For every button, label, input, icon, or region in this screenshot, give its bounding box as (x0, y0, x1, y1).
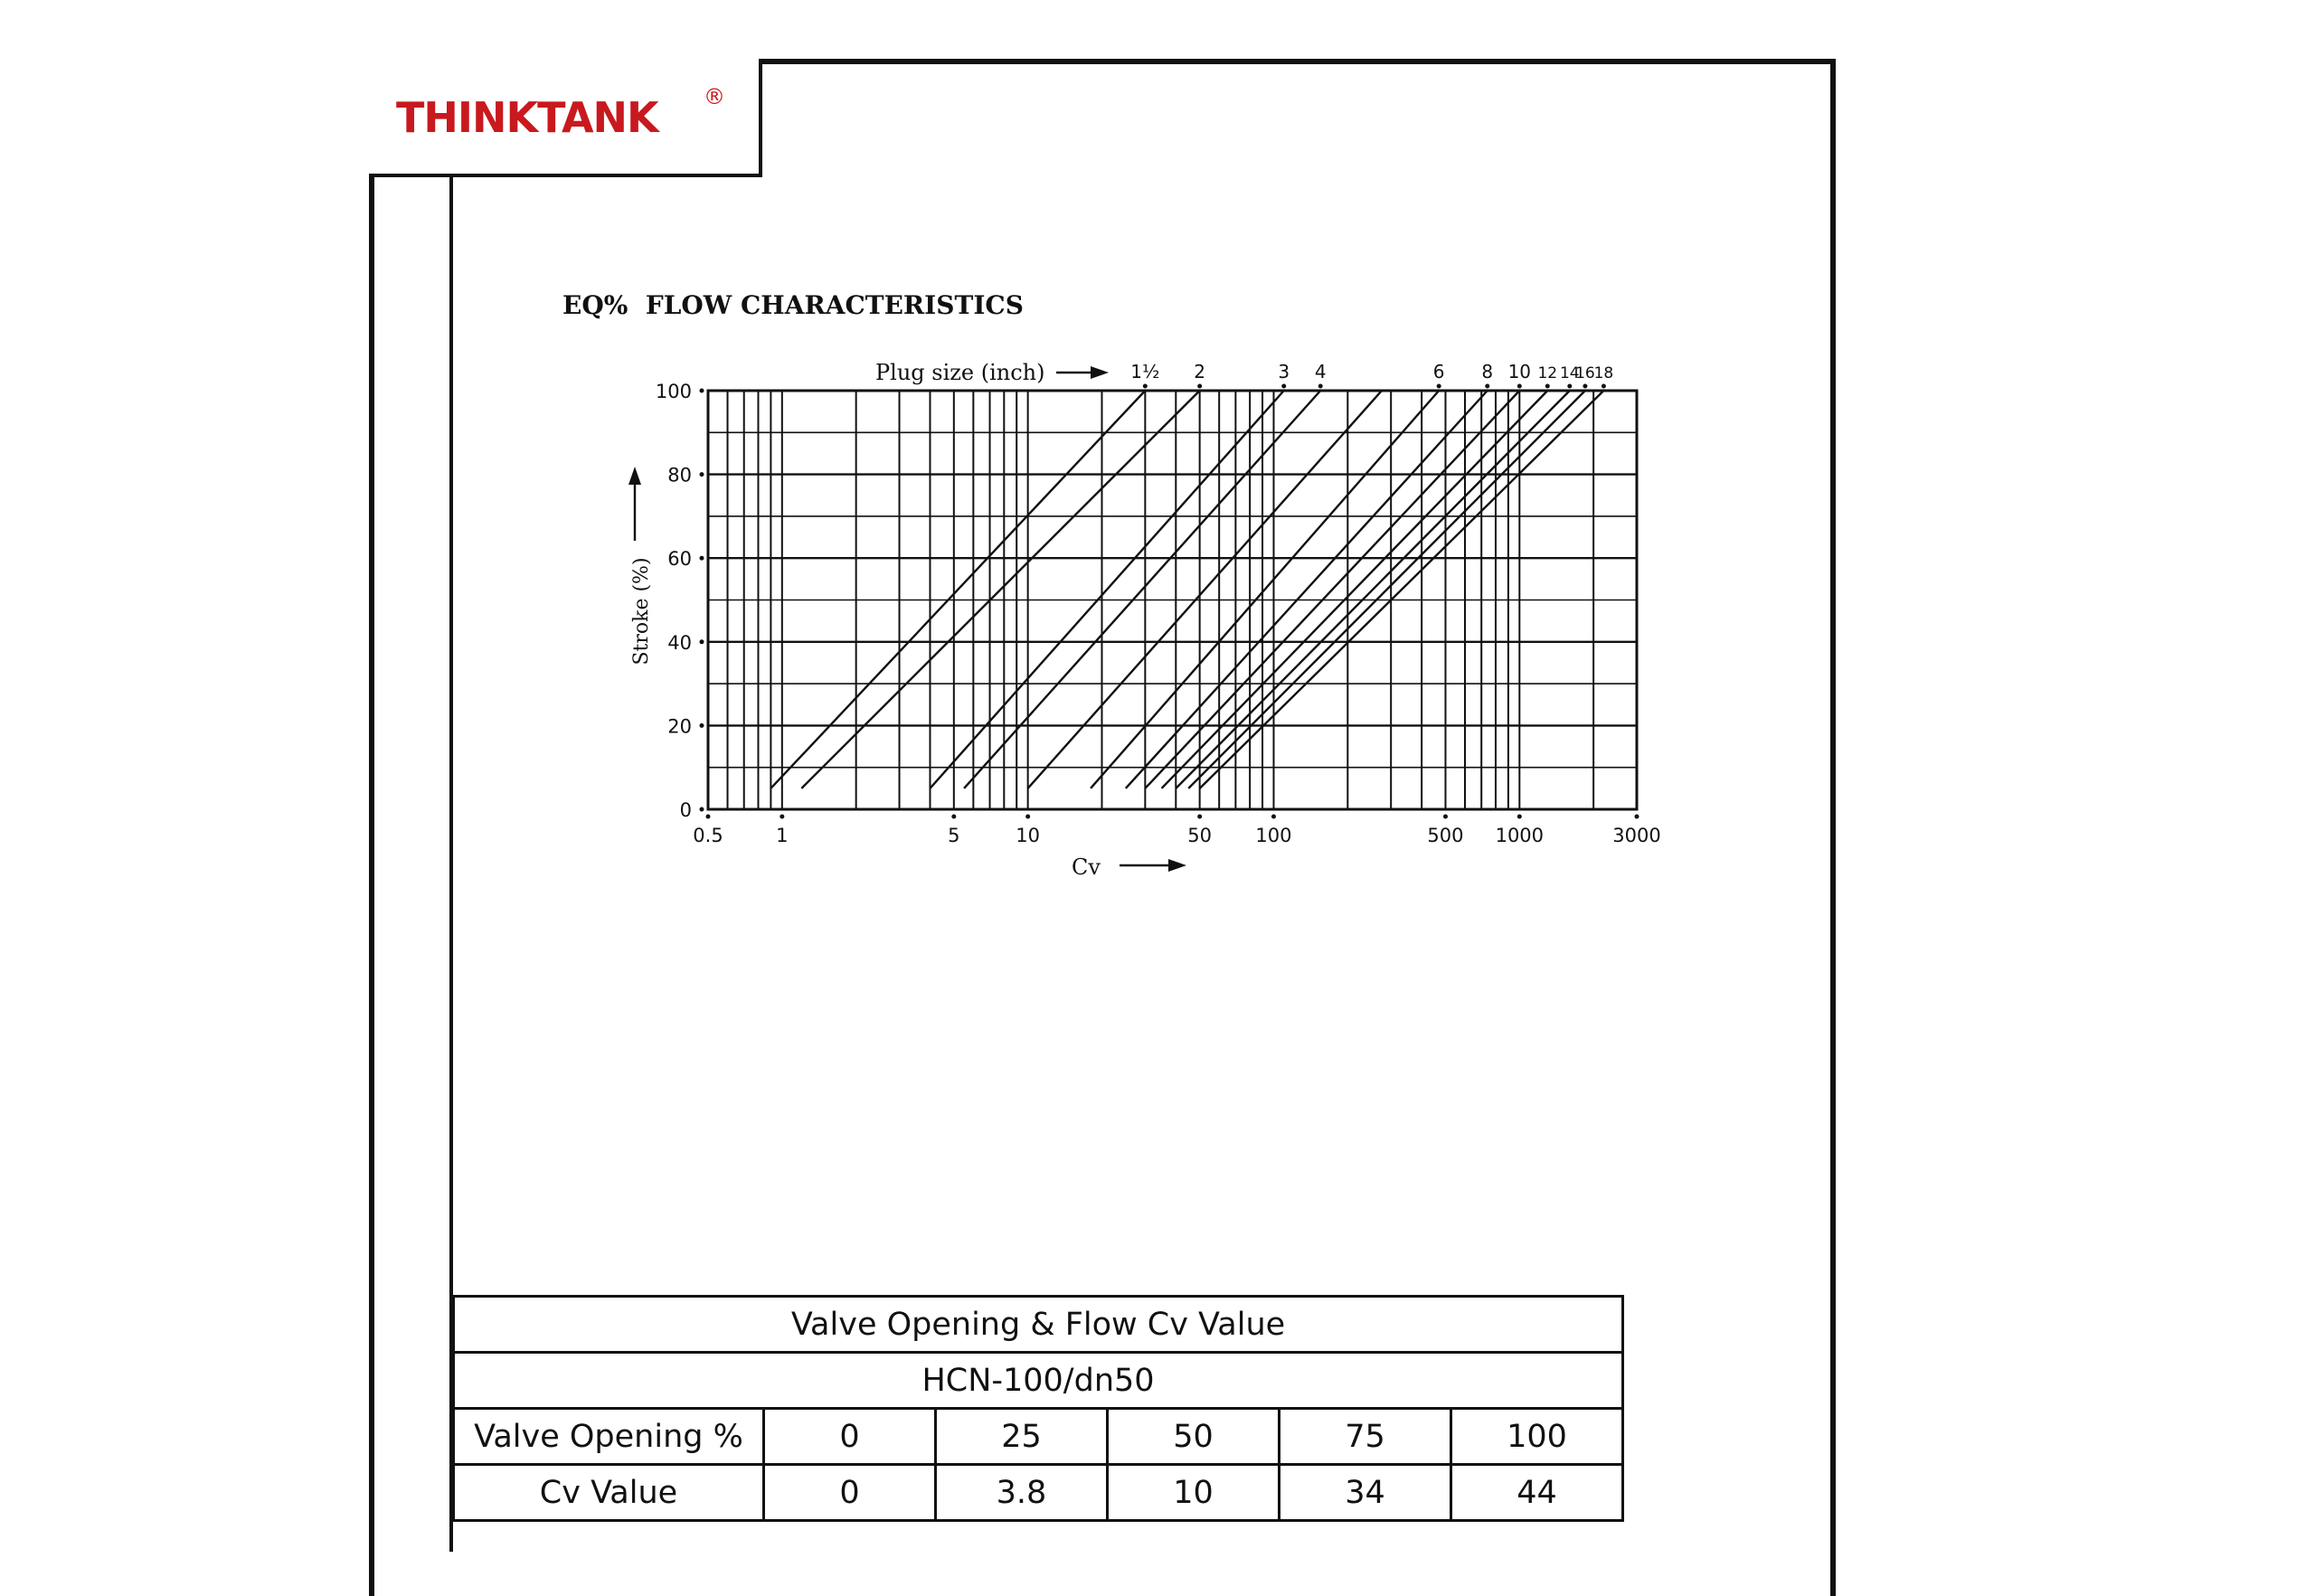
plug-size-label: 2 (1194, 361, 1206, 382)
table-cell: 75 (1280, 1409, 1451, 1465)
x-tick-mark (1271, 815, 1276, 819)
plug-size-tick (1517, 384, 1522, 389)
x-tick-mark (1635, 815, 1639, 819)
row-label: Valve Opening % (454, 1409, 764, 1465)
x-tick-label: 500 (1427, 825, 1464, 846)
plug-size-label: 16 (1575, 364, 1595, 382)
y-tick-label: 20 (667, 715, 692, 738)
x-tick-mark (1197, 815, 1202, 819)
table-row (454, 1409, 1623, 1465)
y-tick-label: 0 (679, 799, 692, 821)
brand-logo: THINKTANK (396, 93, 658, 142)
y-tick-mark (700, 389, 704, 393)
table-cell: 34 (1280, 1465, 1451, 1521)
y-tick-mark (700, 639, 704, 644)
plug-size-label: 12 (1537, 364, 1558, 382)
table-cell: 25 (936, 1409, 1108, 1465)
series-line (1200, 391, 1604, 789)
x-tick-mark (1025, 815, 1030, 819)
plug-size-tick (1197, 384, 1202, 389)
plug-size-tick (1602, 384, 1606, 389)
table-model: HCN-100/dn50 (454, 1353, 1623, 1409)
table-title: Valve Opening & Flow Cv Value (454, 1297, 1623, 1353)
table-cell: 50 (1108, 1409, 1280, 1465)
x-tick-mark (706, 815, 711, 819)
y-tick-mark (700, 556, 704, 561)
arrow-head-icon (1168, 859, 1186, 872)
y-axis-label: Stroke (%) (630, 557, 653, 666)
x-tick-mark (1443, 815, 1448, 819)
x-axis-label: Cv (1072, 855, 1101, 880)
grid (708, 391, 1637, 809)
arrow-head-icon (1091, 366, 1109, 379)
plug-size-label: 1½ (1130, 361, 1160, 382)
series-line (930, 391, 1283, 789)
table-cell: 0 (764, 1465, 936, 1521)
table-cell: 100 (1451, 1409, 1623, 1465)
registered-mark: ® (704, 84, 725, 109)
table-cell: 3.8 (936, 1465, 1108, 1521)
plug-size-label: 6 (1432, 361, 1445, 382)
plug-size-label: 18 (1593, 364, 1614, 382)
cv-table (452, 1295, 1624, 1522)
plug-size-label: 8 (1481, 361, 1494, 382)
series-line (1126, 391, 1488, 789)
arrow-head-icon (628, 467, 641, 485)
y-tick-label: 80 (667, 464, 692, 486)
plug-size-tick (1437, 384, 1441, 389)
x-tick-label: 10 (1016, 825, 1041, 846)
series-line (801, 391, 1199, 789)
plug-size-tick (1281, 384, 1286, 389)
x-tick-label: 1 (776, 825, 789, 846)
table-cell: 10 (1108, 1465, 1280, 1521)
y-tick-label: 100 (655, 381, 692, 402)
y-tick-mark (700, 723, 704, 728)
x-tick-label: 50 (1187, 825, 1213, 846)
y-tick-mark (700, 472, 704, 477)
series-line (1028, 391, 1382, 789)
x-tick-label: 3000 (1612, 825, 1661, 846)
x-tick-label: 100 (1255, 825, 1292, 846)
chart-title: EQ% FLOW CHARACTERISTICS (562, 290, 1024, 320)
y-tick-mark (700, 807, 704, 812)
plug-size-label: 10 (1507, 361, 1532, 382)
series-line (770, 391, 1145, 789)
plug-size-tick (1545, 384, 1550, 389)
plug-size-label: 14 (1559, 364, 1580, 382)
y-tick-label: 60 (667, 548, 692, 571)
x-tick-mark (780, 815, 784, 819)
plug-size-axis-label: Plug size (inch) (875, 360, 1045, 385)
series-lines (770, 391, 1603, 789)
axes (628, 366, 1639, 872)
y-tick-label: 40 (667, 631, 692, 654)
x-tick-mark (1517, 815, 1522, 819)
plug-size-label: 4 (1314, 361, 1327, 382)
series-line (1145, 391, 1519, 789)
x-tick-label: 0.5 (693, 825, 723, 846)
plug-size-tick (1583, 384, 1587, 389)
x-tick-mark (951, 815, 956, 819)
row-label: Cv Value (454, 1465, 764, 1521)
plug-size-tick (1485, 384, 1489, 389)
x-tick-label: 1000 (1495, 825, 1545, 846)
plug-size-tick (1318, 384, 1323, 389)
plug-size-tick (1567, 384, 1572, 389)
table-row (454, 1465, 1623, 1521)
plug-size-label: 3 (1278, 361, 1290, 382)
x-tick-label: 5 (948, 825, 960, 846)
table-cell: 0 (764, 1409, 936, 1465)
plug-size-tick (1143, 384, 1148, 389)
table-cell: 44 (1451, 1465, 1623, 1521)
